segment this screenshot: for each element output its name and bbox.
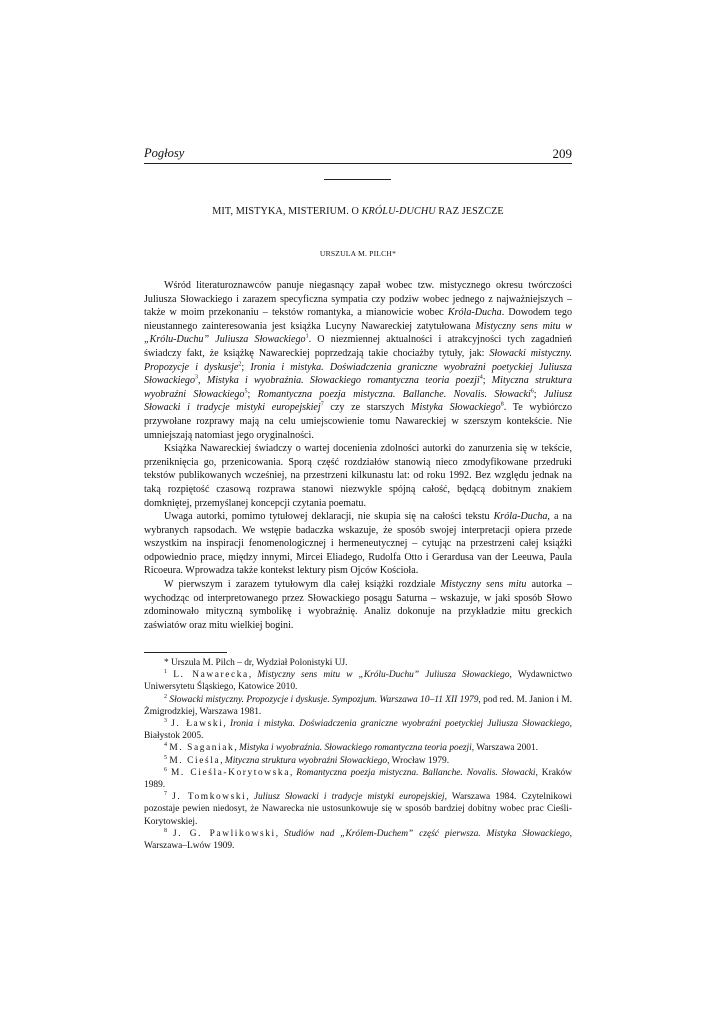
article-title [144, 205, 572, 218]
footnote-8: $^8$ J. G. Pawlikowski, Studiów nad „Królem-Duchem” część pierwsza. Mistyka Słowackiego, Warszawa–Lwów 1909. [144, 827, 572, 852]
running-head [144, 146, 572, 162]
paragraph-4: W pierwszym i zarazem tytułowym dla całej książki rozdziale Mistyczny sens mitu autorka – wychodząc od interpretowanego przez Słowackiego posągu Saturna – wskazuje, w jaki sposób Słowo zdominowało mityczną symbolikę i wyobraźnię. Analiz dokonuje na przykładzie mitu greckich zaświatów oraz mitu wielkiej bogini. [144, 579, 572, 631]
header-rule [144, 163, 572, 164]
footnotes [144, 657, 572, 852]
section-divider [324, 179, 391, 180]
footnote-1: $^1$ L. Nawarecka, Mistyczny sens mitu w „Królu-Duchu” Juliusza Słowackiego, Wydawnictwo Uniwersytetu Śląskiego, Katowice 2010. [144, 669, 573, 693]
footnote-ref[interactable]: 8 [500, 401, 504, 408]
footnote-author: * Urszula M. Pilch – dr, Wydział Polonistyki UJ. [164, 658, 348, 668]
footnote-ref[interactable]: 4 [479, 374, 483, 381]
article-author: URSZULA M. PILCH* [319, 249, 397, 258]
footnote-2: $^2$ Słowacki mistyczny. Propozycje i dyskusje. Sympozjum. Warszawa 10–11 XII 1979, pod red. M. Janion i M. Żmigrodzkiej, Warszawa 1981. [144, 693, 573, 717]
article-body [144, 279, 572, 632]
footnote-7: $^7$ J. Tomkowski, Juliusz Słowacki i tradycje mistyki europejskiej, Warszawa 1984. Czytelnikowi pozostaje pewien niedosyt, że Nawarecka nie ustosunkowuje się w sposób bardziej dobitny wobec prac Cieśli-Korytowskiej. [144, 791, 572, 827]
footnote-4: $^4$ M. Saganiak, Mistyka i wyobraźnia. Słowackiego romantyczna teoria poezji, Warszawa 2001. [164, 742, 538, 754]
footnote-5: $^5$ M. Cieśla, Mityczna struktura wyobraźni Słowackiego, Wrocław 1979. [164, 754, 450, 766]
footnote-ref[interactable]: 3 [195, 374, 199, 381]
footnote-ref[interactable]: 7 [320, 401, 324, 408]
footnote-3: $^3$ J. Ławski, Ironia i mistyka. Doświadczenia graniczne wyobraźni poetyckiej Juliusza Słowackiego, Białystok 2005. [144, 717, 572, 742]
title-italic: KRÓLU-DUCHU [361, 206, 436, 217]
paragraph-1: Wśród literaturoznawców panuje niegasnący zapał wobec tzw. mistycznego okresu twórczości Juliusza Słowackiego i zarazem specyficzna sympatia czy podziw wobec jednego z najważniejszych – także w moim przekonaniu – tekstów romantyka, a mianowicie wobec Króla-Ducha. Dowodem tego nieustannego zainteresowania jest książka Lucyny Nawareckiej zatytułowana Mistyczny sens mitu w „Królu-Duchu” Juliusza Słowackiego$^1$. O niezmiennej aktualności i atrakcyjności tych zagadnień świadczy fakt, że książkę Nawareckiej poprzedzają takie chociażby tytuły, jak: Słowacki mistyczny. Propozycje i dyskusje$^2$; Ironia i mistyka. Doświadczenia graniczne wyobraźni poetyckiej Juliusza Słowackiego$^3$, Mistyka i wyobraźnia. Słowackiego romantyczna teoria poezji$^4$; Mityczna struktura wyobraźni Słowackiego$^5$; Romantyczna poezja mistyczna. Ballanche. Novalis. Słowacki$^6$; Juliusz Słowacki i tradycje mistyki europejskiej$^7$ czy ze starszych Mistyka Słowackiego$^8$. Te wybiórczo przywołane rozprawy mają na celu umiejscowienie tomu Nawareckiej w szerszym kontekście. Nie umniejszają natomiast jego oryginalności. [144, 280, 573, 441]
section-name: Pogłosy [144, 146, 185, 160]
footnote-ref[interactable]: 5 [244, 388, 248, 395]
footnote-ref[interactable]: 1 [305, 334, 309, 341]
paragraph-3: Uwaga autorki, pomimo tytułowej deklaracji, nie skupia się na całości tekstu Króla-Ducha, a na wybranych rapsodach. We wstępie badaczka wskazuje, że sposób swojej interpretacji opiera przede wszystkim na inspiracji fenomenologicznej i hermeneutycznej – cytując na przestrzeni całej książki odpowiednio prace, między innymi, Mircei Eliadego, Rudolfa Otto i Gerardusa van der Leeuwa, Paula Ricoeura. Wprowadza także kontekst lektury pism Ojców Kościoła. [144, 511, 572, 577]
title-text: MIT, MISTYKA, MISTERIUM. O [212, 206, 362, 217]
page-number: 209 [552, 146, 572, 161]
paragraph-2: Książka Nawareckiej świadczy o wartej docenienia zdolności autorki do zanurzenia się w tekście, przeniknięcia go, przenicowania. Sporą część rozdziałów stanowią nieco zmodyfikowane przedruki tekstów publikowanych wcześniej, na przestrzeni kilkunastu lat: od roku 1992. Bez względu jednak na taką rozpiętość czasową rozprawa stanowi niezwykle spójną całość, będącą dobitnym znakiem domkniętej, przemyślanej koncepcji czytania poematu. [144, 443, 572, 509]
footnote-6: $^6$ M. Cieśla-Korytowska, Romantyczna poezja mistyczna. Ballanche. Novalis. Słowacki, Kraków 1989. [144, 766, 573, 791]
footnote-ref[interactable]: 6 [530, 388, 534, 395]
footnote-rule [144, 652, 227, 653]
title-text-end: RAZ JESZCZE [435, 206, 504, 217]
footnote-ref[interactable]: 2 [238, 361, 242, 368]
